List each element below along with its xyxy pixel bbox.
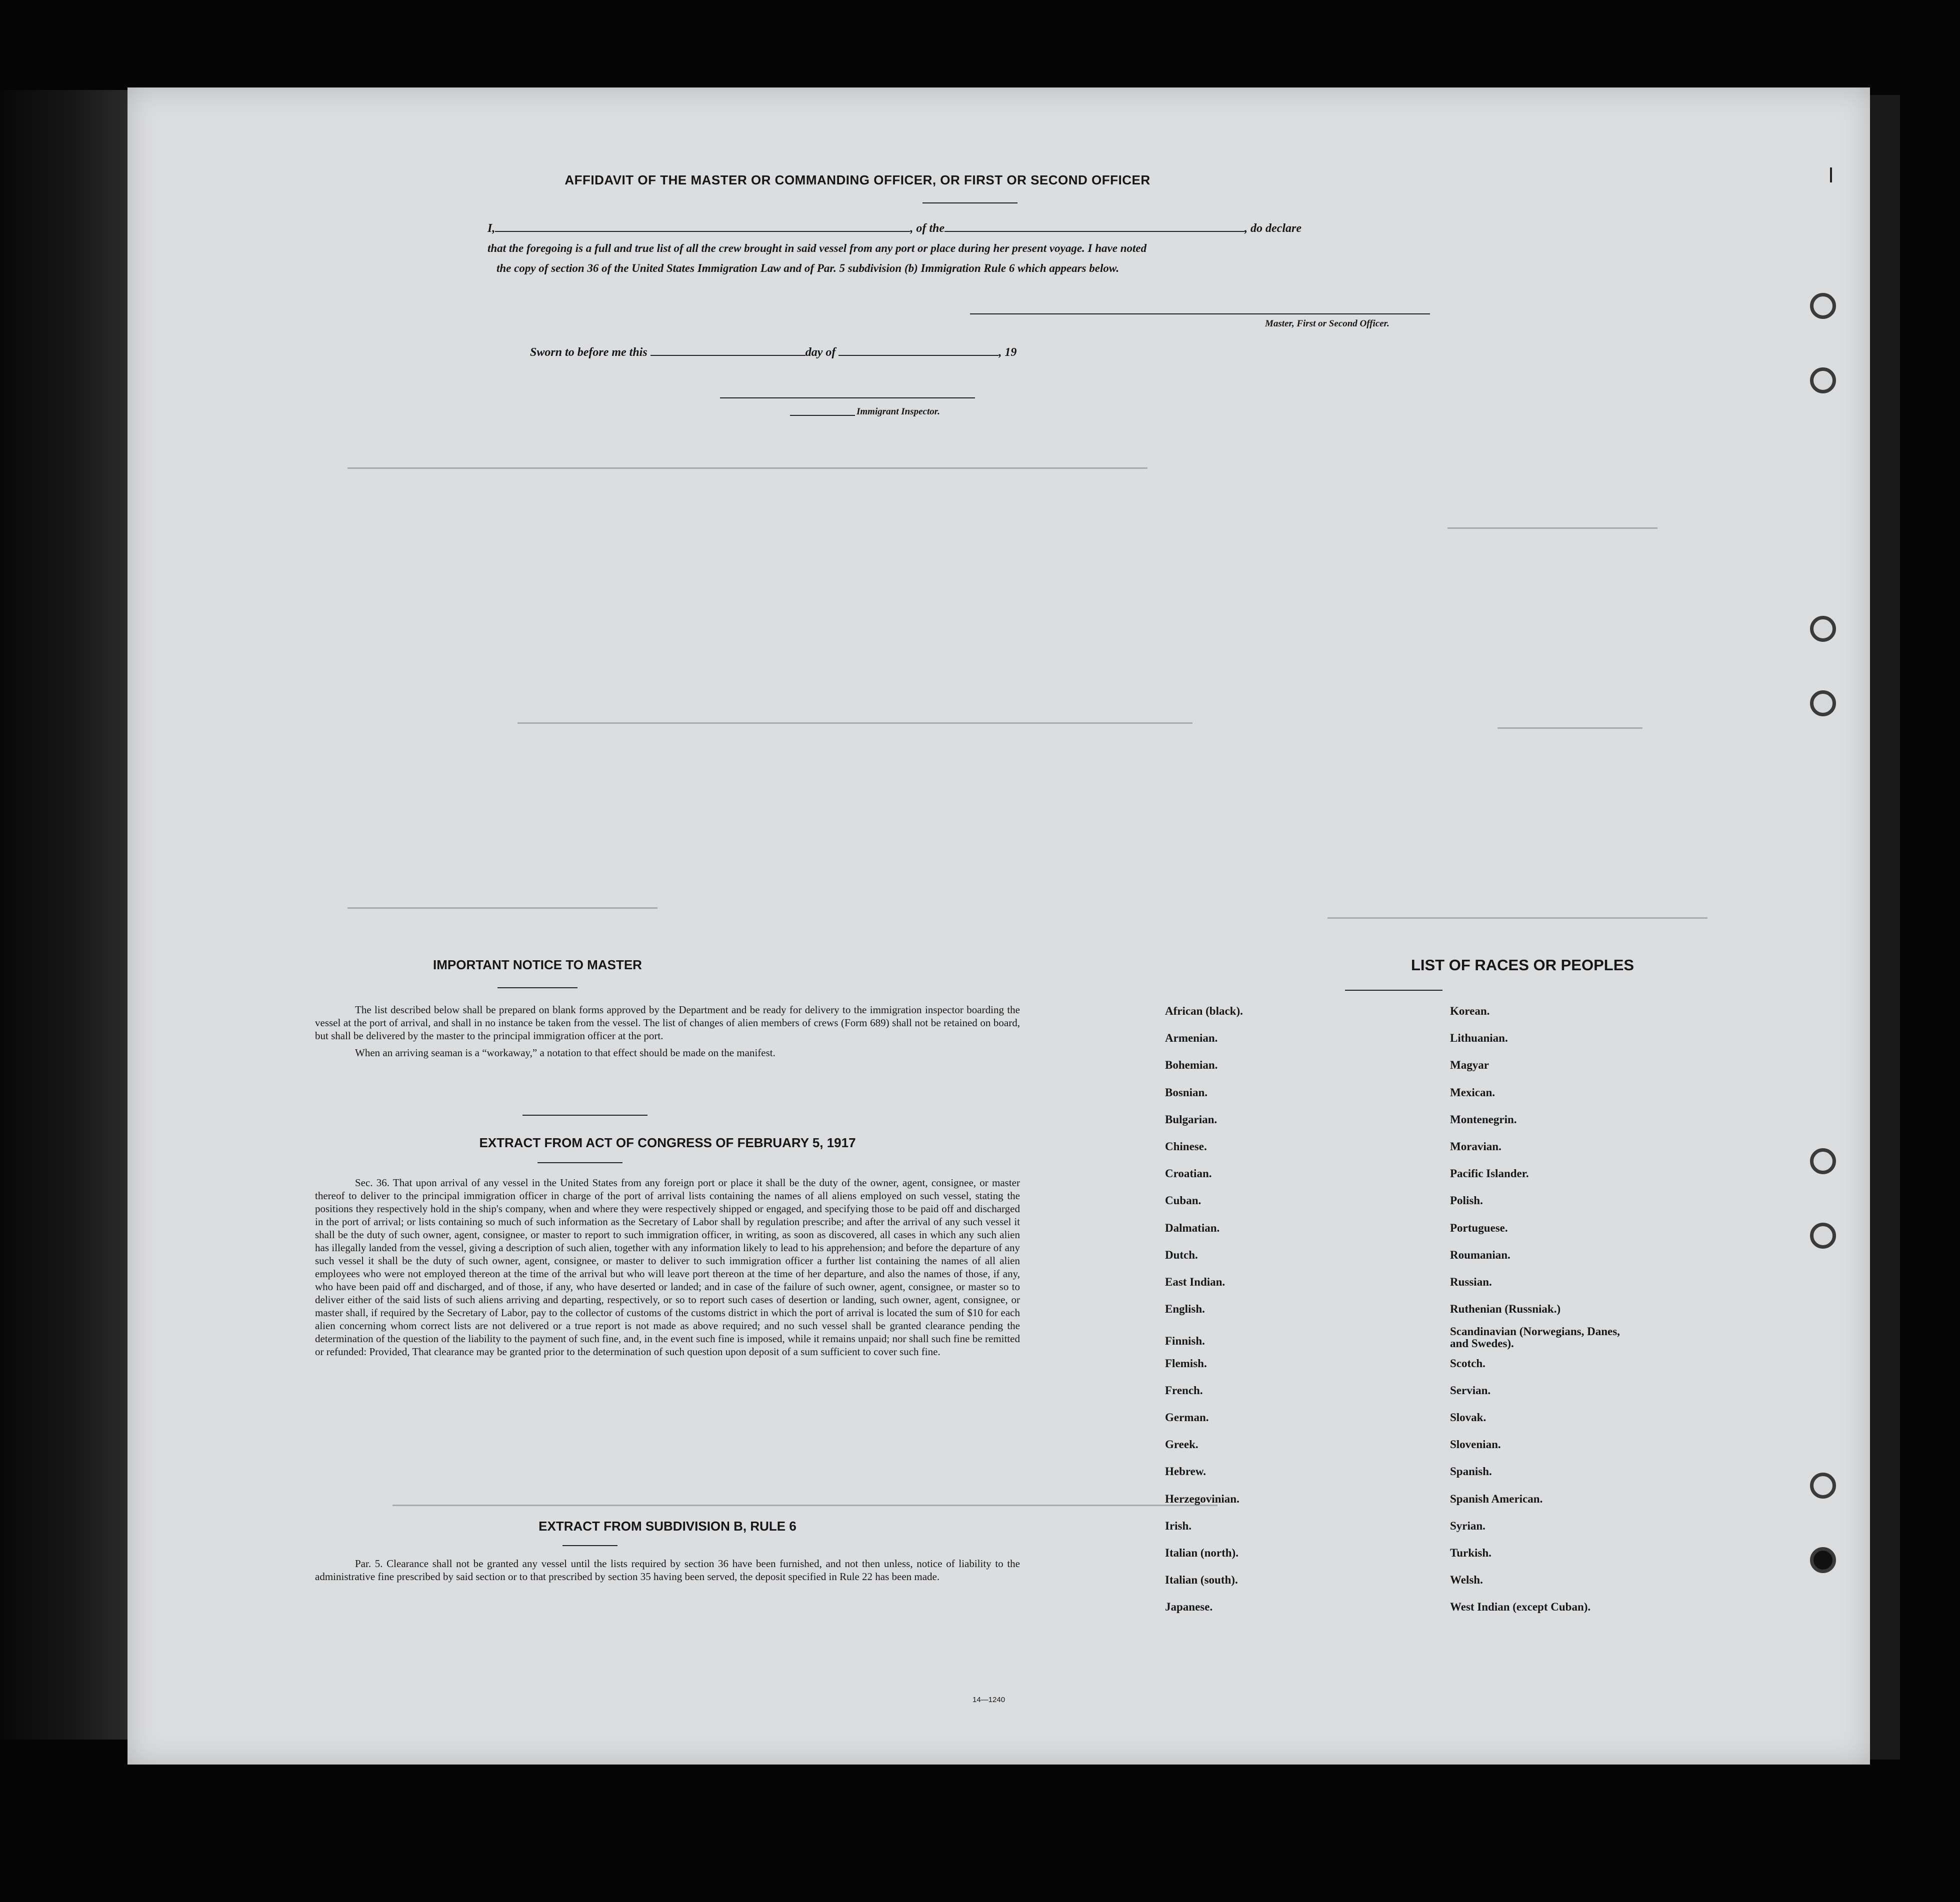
race-entry: Bohemian. bbox=[1165, 1059, 1218, 1072]
races-title-rule bbox=[1345, 990, 1442, 991]
race-entry: Japanese. bbox=[1165, 1601, 1213, 1614]
inspector-label: Immigrant Inspector. bbox=[856, 406, 940, 417]
race-entry: Pacific Islander. bbox=[1450, 1167, 1529, 1180]
race-entry: Mexican. bbox=[1450, 1086, 1496, 1099]
race-entry: Slovak. bbox=[1450, 1411, 1486, 1424]
race-entry: Chinese. bbox=[1165, 1140, 1207, 1153]
race-entry: French. bbox=[1165, 1384, 1203, 1397]
race-entry: Irish. bbox=[1165, 1519, 1192, 1532]
bleed-through-mark bbox=[518, 722, 1192, 724]
notice-body bbox=[315, 1003, 1020, 1063]
scan-right-edge bbox=[1870, 95, 1900, 1760]
declaration-line-1 bbox=[488, 218, 1358, 238]
title-rule bbox=[922, 202, 1018, 203]
race-entry: Hebrew. bbox=[1165, 1465, 1206, 1478]
separator-rule bbox=[522, 1115, 648, 1116]
declaration-line-2: that the foregoing is a full and true list of all the crew brought in said vessel from any port or place during her present voyage. I have noted bbox=[488, 242, 1147, 254]
races-title: LIST OF RACES OR PEOPLES bbox=[1410, 956, 1634, 974]
inspector-signature-line[interactable] bbox=[720, 397, 975, 398]
punch-hole bbox=[1810, 1148, 1836, 1174]
i-prefix: I, bbox=[488, 222, 496, 235]
name-blank[interactable] bbox=[495, 221, 910, 232]
race-entry: Russian. bbox=[1450, 1276, 1492, 1288]
punch-hole bbox=[1810, 690, 1836, 716]
race-entry: Italian (north). bbox=[1165, 1547, 1238, 1559]
race-entry: East Indian. bbox=[1165, 1276, 1226, 1288]
signature-line[interactable] bbox=[970, 313, 1430, 314]
race-entry: Dutch. bbox=[1165, 1248, 1198, 1261]
race-entry: Montenegrin. bbox=[1450, 1113, 1517, 1126]
punch-hole bbox=[1810, 293, 1836, 319]
race-entry: Servian. bbox=[1450, 1384, 1491, 1397]
race-entry: Turkish. bbox=[1450, 1547, 1492, 1559]
race-entry: Roumanian. bbox=[1450, 1248, 1510, 1261]
bleed-through-mark bbox=[1498, 727, 1642, 729]
race-entry: Korean. bbox=[1450, 1005, 1490, 1017]
race-entry: German. bbox=[1165, 1411, 1209, 1424]
declaration-line-3: the copy of section 36 of the United States Immigration Law and of Par. 5 subdivision (b) Immigration Rule 6 which appears below. bbox=[496, 262, 1120, 274]
race-entry: Dalmatian. bbox=[1165, 1221, 1220, 1234]
day-of-label: day of bbox=[805, 346, 836, 359]
section-36-text: Sec. 36. That upon arrival of any vessel in the United States from any foreign port or place it shall be the duty of the owner, agent, consignee, or master thereof to deliver to the principal immigration officer in charge of the port of arrival lists containing the names of all aliens employed on such vessel, stating the positions they respectively hold in the ship's company, when and where they were respectively shipped or engaged, and specifying those to be paid off and discharged in the port of arrival; or lists containing so much of such information as the Secretary of Labor shall by regulation prescribe; and after the arrival of any such vessel it shall be the duty of such owner, agent, consignee, or master to report to such immigration officer, in writing, as soon as discovered, all cases in which any such alien has illegally landed from the vessel, giving a description of such alien, together with any information likely to lead to his apprehension; and before the departure of any such vessel it shall be the duty of such owner, agent, consignee, or master to deliver to such immigration officer a further list containing the names of all alien employees who were not employed thereon at the time of the arrival but who will leave port thereon at the time of her departure, and also the names of those, if any, who have been paid off and discharged, and of those, if any, who have deserted or landed; and in case of the failure of such owner, agent, consignee, or master so to deliver either of the said lists of such aliens arriving and departing, respectively, or so to report such cases of desertion or landing, such owner, agent, consignee, or master shall, if required by the Secretary of Labor, pay to the collector of customs of the customs district in which the port of arrival is located the sum of $10 for each alien concerning whom correct lists are not delivered or a true report is not made as above required; and no such vessel shall be granted clearance pending the determination of the question of the liability to the payment of such fine, and, in the event such fine is imposed, while it remains unpaid; nor shall such fine be remitted or refunded: Provided, That clearance may be granted prior to the determination of such question upon deposit of a sum sufficient to cover such fine. bbox=[315, 1177, 1020, 1358]
bleed-through-mark bbox=[348, 467, 1148, 469]
act-extract-title: EXTRACT FROM ACT OF CONGRESS OF FEBRUARY 5, 1917 bbox=[479, 1135, 856, 1150]
race-entry: Polish. bbox=[1450, 1194, 1483, 1207]
notice-paragraph-2: When an arriving seaman is a “workaway,” a notation to that effect should be made on the manifest. bbox=[355, 1047, 776, 1059]
race-entry: Welsh. bbox=[1450, 1574, 1483, 1587]
form-number: 14—1240 bbox=[972, 1696, 1006, 1704]
race-entry: Greek. bbox=[1165, 1438, 1198, 1451]
race-entry: Syrian. bbox=[1450, 1519, 1486, 1532]
notice-title-rule bbox=[498, 987, 578, 988]
race-entry: Spanish American. bbox=[1450, 1492, 1543, 1505]
race-entry: Flemish. bbox=[1165, 1357, 1207, 1370]
year-prefix: , 19 bbox=[998, 346, 1017, 359]
bleed-through-mark bbox=[348, 907, 658, 909]
rule-extract-title: EXTRACT FROM SUBDIVISION B, RULE 6 bbox=[538, 1519, 796, 1534]
race-entry: Moravian. bbox=[1450, 1140, 1502, 1153]
notice-title: IMPORTANT NOTICE TO MASTER bbox=[433, 957, 642, 972]
bleed-through-mark bbox=[392, 1505, 1218, 1506]
sworn-prefix: Sworn to before me this bbox=[530, 346, 648, 359]
sworn-month-blank[interactable] bbox=[838, 345, 998, 356]
race-entry: Armenian. bbox=[1165, 1032, 1218, 1045]
affidavit-declaration bbox=[488, 218, 1358, 278]
race-entry: Spanish. bbox=[1450, 1465, 1492, 1478]
do-declare-label: , do declare bbox=[1244, 222, 1302, 235]
scan-left-edge bbox=[0, 90, 128, 1740]
punch-hole bbox=[1810, 1223, 1836, 1249]
race-entry: English. bbox=[1165, 1303, 1205, 1316]
race-entry: Cuban. bbox=[1165, 1194, 1202, 1207]
race-entry: African (black). bbox=[1165, 1005, 1243, 1017]
act-extract-body bbox=[315, 1176, 1020, 1362]
notice-paragraph-1: The list described below shall be prepared on blank forms approved by the Department and be ready for delivery to the immigration inspector boarding the vessel at the port of arrival, and shall in no instance be taken from the vessel. The list of changes of alien members of crews (Form 689) shall not be retained on board, but shall be delivered by the master to the principal immigration officer at the port. bbox=[315, 1004, 1020, 1042]
race-entry: Slovenian. bbox=[1450, 1438, 1501, 1451]
affidavit-title: AFFIDAVIT OF THE MASTER OR COMMANDING OFFICER, OR FIRST OR SECOND OFFICER bbox=[564, 172, 1150, 187]
race-entry: Lithuanian. bbox=[1450, 1032, 1508, 1045]
race-entry: Scotch. bbox=[1450, 1357, 1486, 1370]
race-entry: Ruthenian (Russniak.) bbox=[1450, 1303, 1561, 1316]
rule-title-rule bbox=[562, 1545, 618, 1546]
rule-extract-body bbox=[315, 1557, 1020, 1587]
page-mark bbox=[1830, 167, 1832, 182]
vessel-blank[interactable] bbox=[944, 221, 1244, 232]
race-entry: Scandinavian (Norwegians, Danes, and Swedes). bbox=[1450, 1325, 1620, 1350]
race-entry: Bulgarian. bbox=[1165, 1113, 1218, 1126]
sworn-line bbox=[530, 345, 1016, 359]
race-entry: West Indian (except Cuban). bbox=[1450, 1601, 1591, 1614]
race-entry: Croatian. bbox=[1165, 1167, 1212, 1180]
bleed-through-mark bbox=[1448, 527, 1658, 529]
punch-hole bbox=[1810, 367, 1836, 393]
race-entry: Portuguese. bbox=[1450, 1221, 1508, 1234]
race-entry: Italian (south). bbox=[1165, 1574, 1238, 1587]
inspector-label-rule bbox=[790, 415, 855, 416]
punch-hole bbox=[1810, 616, 1836, 642]
race-entry: Magyar bbox=[1450, 1059, 1489, 1072]
race-entry: Finnish. bbox=[1165, 1335, 1205, 1348]
punch-hole bbox=[1810, 1473, 1836, 1499]
sworn-day-blank[interactable] bbox=[650, 345, 806, 356]
race-entry: Bosnian. bbox=[1165, 1086, 1208, 1099]
bleed-through-mark bbox=[1328, 917, 1708, 919]
document-page bbox=[128, 87, 1870, 1765]
signature-label: Master, First or Second Officer. bbox=[1265, 318, 1390, 329]
punch-hole bbox=[1810, 1547, 1836, 1573]
of-the-label: , of the bbox=[910, 222, 945, 235]
race-entry: Herzegovinian. bbox=[1165, 1492, 1240, 1505]
paragraph-5-text: Par. 5. Clearance shall not be granted any vessel until the lists required by section 36 have been furnished, and not then unless, notice of liability to the administrative fine prescribed by said section or to that prescribed by section 35 having been served, the deposit specified in Rule 22 has been made. bbox=[315, 1558, 1020, 1583]
act-title-rule bbox=[538, 1162, 622, 1163]
